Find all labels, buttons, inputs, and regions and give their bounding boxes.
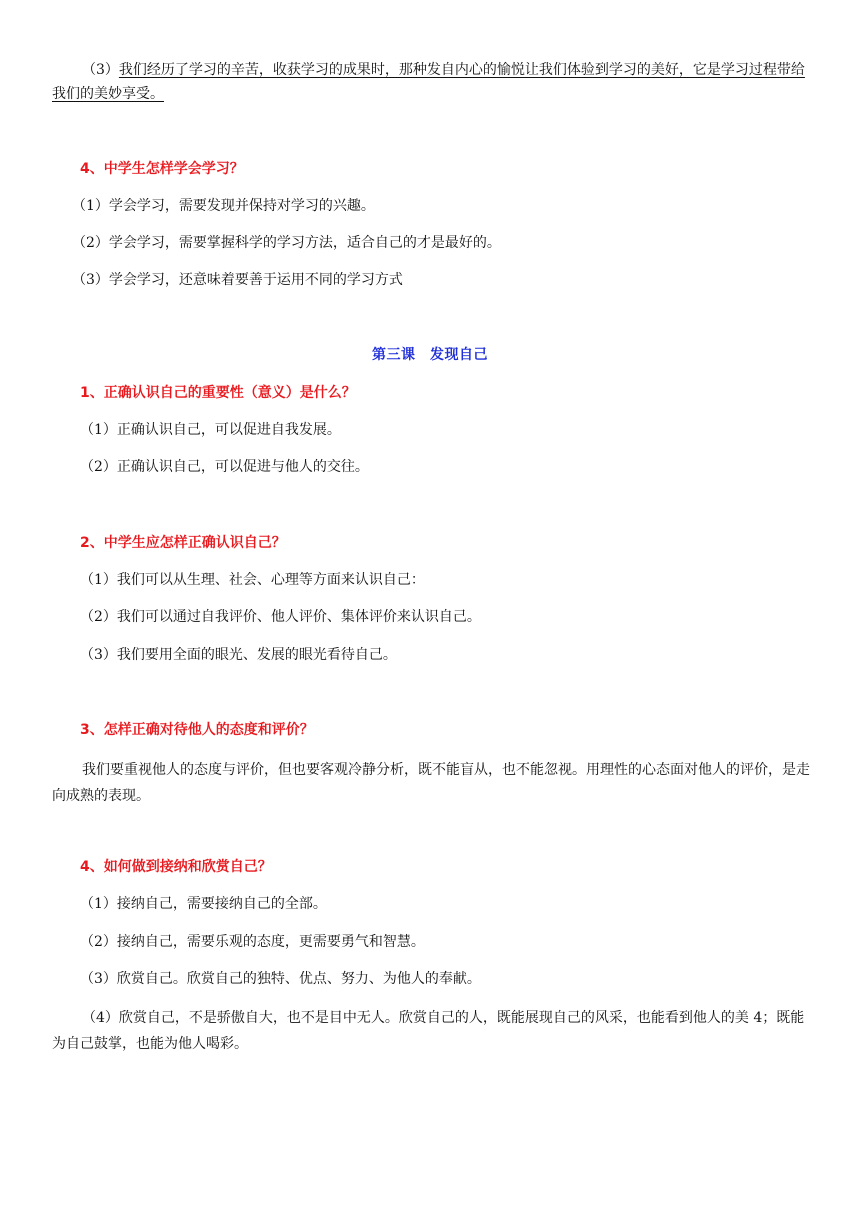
q1-item-1: （1）正确认识自己，可以促进自我发展。 <box>80 422 341 438</box>
q4-paragraph: （4）欣赏自己，不是骄傲自大，也不是目中无人。欣赏自己的人，既能展现自己的风采，也能看到他人的美 4；既能为自己鼓掌，也能为他人喝彩。 <box>52 1010 805 1052</box>
intro-prefix: （3） <box>82 62 119 78</box>
question-heading-4: 4、如何做到接纳和欣赏自己？ <box>80 859 272 875</box>
learn-item-3: （3）学会学习，还意味着要善于运用不同的学习方式 <box>72 272 403 288</box>
question-heading-learn-4: 4、中学生怎样学会学习？ <box>80 161 244 177</box>
intro-underlined-text: 我们经历了学习的辛苦，收获学习的成果时，那种发自内心的愉悦让我们体验到学习的美好，它是学习过程带给我们的美妙享受。 <box>52 62 805 102</box>
q4-item-3: （3）欣赏自己。欣赏自己的独特、优点、努力、为他人的奉献。 <box>80 971 481 987</box>
q4-item-1: （1）接纳自己，需要接纳自己的全部。 <box>80 896 327 912</box>
question-heading-2: 2、中学生应怎样正确认识自己？ <box>80 535 286 551</box>
intro-paragraph <box>52 58 812 106</box>
q1-item-2: （2）正确认识自己，可以促进与他人的交往。 <box>80 459 369 475</box>
learn-item-2: （2）学会学习，需要掌握科学的学习方法，适合自己的才是最好的。 <box>72 235 501 251</box>
q2-item-1: （1）我们可以从生理、社会、心理等方面来认识自己： <box>80 572 425 588</box>
q2-item-2: （2）我们可以通过自我评价、他人评价、集体评价来认识自己。 <box>80 609 481 625</box>
q3-paragraph: 我们要重视他人的态度与评价，但也要客观冷静分析，既不能盲从，也不能忽视。用理性的心态面对他人的评价，是走向成熟的表现。 <box>52 762 810 804</box>
question-heading-3: 3、怎样正确对待他人的态度和评价？ <box>80 722 314 738</box>
question-heading-1: 1、正确认识自己的重要性（意义）是什么？ <box>80 385 356 401</box>
lesson-title: 第三课 发现自己 <box>372 347 488 363</box>
q4-item-2: （2）接纳自己，需要乐观的态度，更需要勇气和智慧。 <box>80 934 425 950</box>
learn-item-1: （1）学会学习，需要发现并保持对学习的兴趣。 <box>72 198 375 214</box>
q2-item-3: （3）我们要用全面的眼光、发展的眼光看待自己。 <box>80 647 397 663</box>
